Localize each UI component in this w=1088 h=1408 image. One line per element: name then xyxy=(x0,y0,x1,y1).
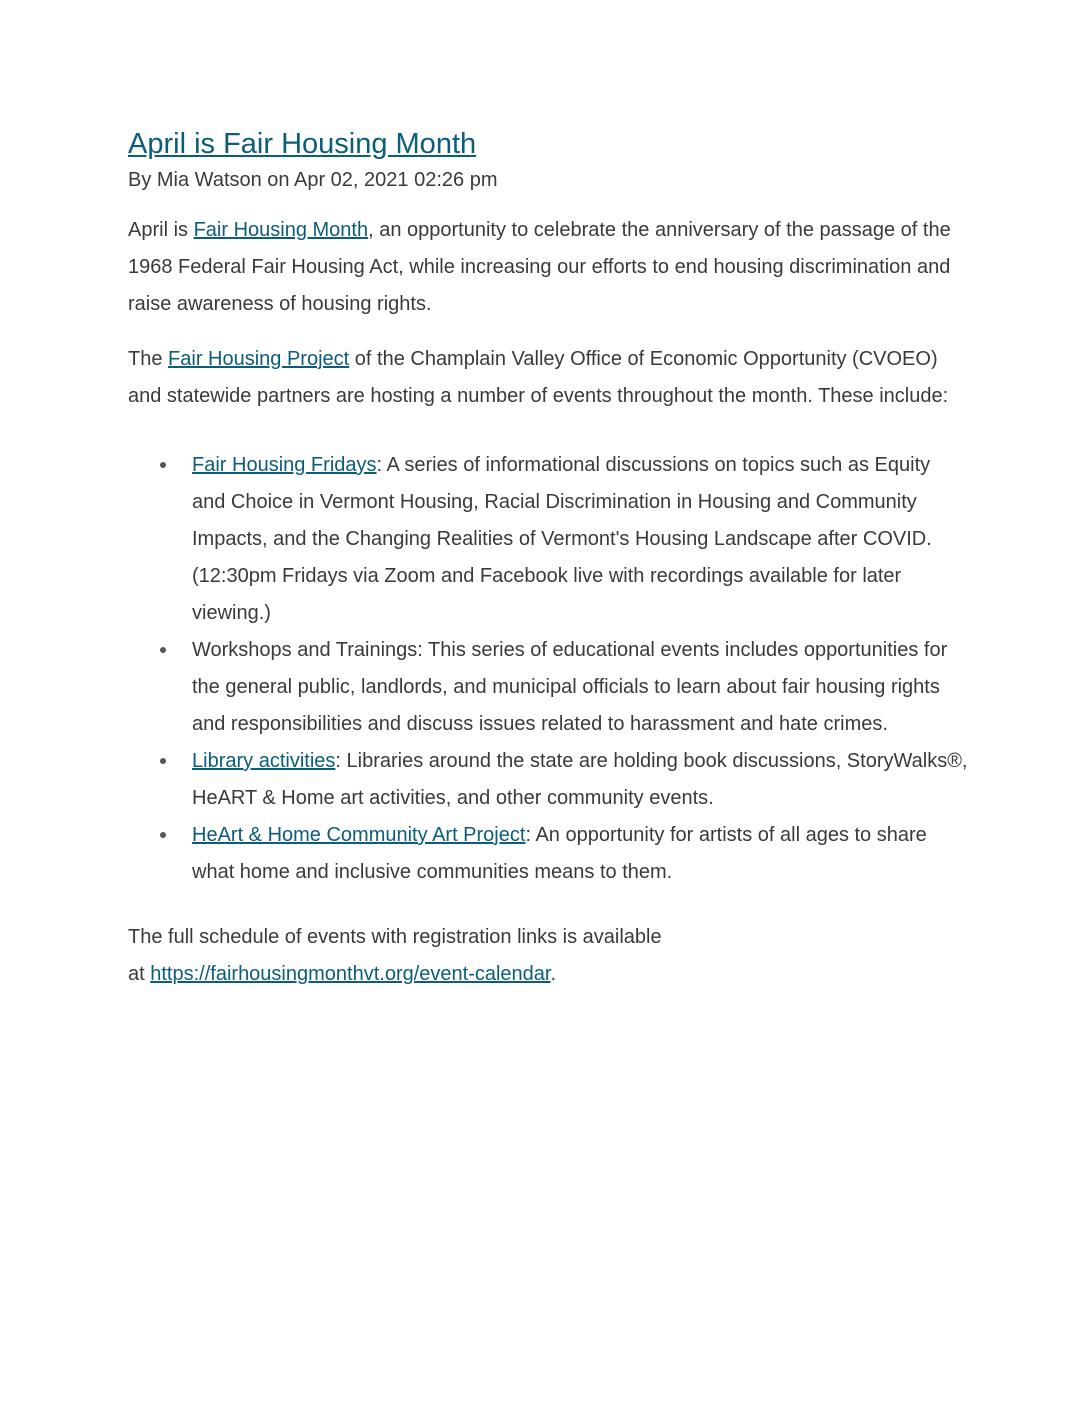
fair-housing-fridays-link[interactable]: Fair Housing Fridays xyxy=(192,454,377,476)
fair-housing-project-link[interactable]: Fair Housing Project xyxy=(168,348,350,370)
intro-text-after: , an opportunity to celebrate the anniversary of the passage of the 1968 Federal Fair Housing Act, while increasing our efforts to end housing discrimination and raise awareness of housing rights. xyxy=(128,219,951,315)
article-title-link[interactable]: April is Fair Housing Month xyxy=(128,128,477,160)
list-item xyxy=(192,447,968,632)
intro-text-before: April is xyxy=(128,219,194,241)
bullet-icon xyxy=(160,462,166,468)
schedule-text: The full schedule of events with registration links is available xyxy=(128,926,662,948)
schedule-text-before: at xyxy=(128,963,151,985)
list-item xyxy=(192,743,968,817)
schedule-paragraph xyxy=(128,919,968,993)
event-description: : Libraries around the state are holding book discussions, StoryWalks®, HeART & Home art activities, and other community events. xyxy=(192,750,968,809)
event-description: Workshops and Trainings: This series of educational events includes opportunities for the general public, landlords, and municipal officials to learn about fair housing rights and responsibilities and discuss issues related to harassment and hate crimes. xyxy=(192,639,948,735)
article-byline: By Mia Watson on Apr 02, 2021 02:26 pm xyxy=(128,169,498,191)
library-activities-link[interactable]: Library activities xyxy=(192,750,336,772)
project-text-after: of the Champlain Valley Office of Economic Opportunity (CVOEO) and statewide partners are hosting a number of events throughout the month. These include: xyxy=(128,348,949,407)
list-item xyxy=(192,632,968,743)
schedule-text-after: . xyxy=(550,963,557,985)
bullet-icon xyxy=(160,647,166,653)
list-item xyxy=(192,817,968,891)
article-title xyxy=(128,124,968,164)
heart-home-art-project-link[interactable]: HeArt & Home Community Art Project xyxy=(192,824,526,846)
bullet-icon xyxy=(160,758,166,764)
intro-paragraph xyxy=(128,212,968,323)
bullet-icon xyxy=(160,832,166,838)
event-description: : An opportunity for artists of all ages to share what home and inclusive communities means to them. xyxy=(192,824,927,883)
event-description: : A series of informational discussions on topics such as Equity and Choice in Vermont Housing, Racial Discrimination in Housing and Community Impacts, and the Changing Realities of Vermont's Housing Landscape after COVID. (12:30pm Fridays via Zoom and Facebook live with recordings available for later viewing.) xyxy=(192,454,932,624)
events-list xyxy=(128,447,968,891)
event-calendar-link[interactable]: https://fairhousingmonthvt.org/event-calendar xyxy=(150,963,551,985)
fair-housing-month-link[interactable]: Fair Housing Month xyxy=(193,219,369,241)
project-paragraph xyxy=(128,341,968,415)
article xyxy=(128,124,968,993)
project-text-before: The xyxy=(128,348,169,370)
